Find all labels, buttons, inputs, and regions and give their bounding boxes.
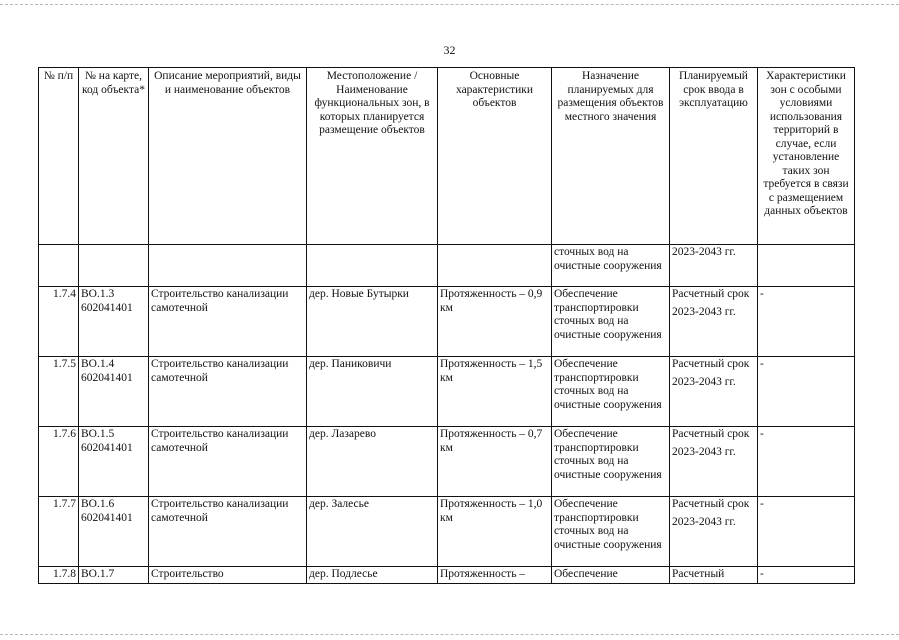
cell-num: 1.7.5 (39, 357, 79, 427)
cell-term: Расчетный срок 2023-2043 гг. (670, 357, 758, 427)
table-row (39, 287, 855, 357)
header-term: Планируемый срок ввода в эксплуатацию (670, 68, 758, 245)
header-characteristics: Основные характеристики объектов (438, 68, 552, 245)
cell-purpose: Обеспечение транспортировки сточных вод на очистные сооружения (552, 427, 670, 497)
cell-description: Строительство канализации самотечной (149, 287, 307, 357)
cell-location: дер. Паниковичи (307, 357, 438, 427)
cell-map-code: ВО.1.6 602041401 (79, 497, 149, 567)
cell-characteristics: Протяженность – (438, 567, 552, 584)
table-row (39, 567, 855, 584)
cell-zones: - (758, 497, 855, 567)
header-purpose: Назначение планируемых для размещения объектов местного значения (552, 68, 670, 245)
cell-location: дер. Залесье (307, 497, 438, 567)
cell-description: Строительство канализации самотечной (149, 497, 307, 567)
scan-edge-top (0, 4, 899, 6)
header-num: № п/п (39, 68, 79, 245)
cell-location: дер. Новые Бутырки (307, 287, 438, 357)
cell-zones: - (758, 287, 855, 357)
cell-map-code: ВО.1.5 602041401 (79, 427, 149, 497)
cell-purpose: Обеспечение (552, 567, 670, 584)
cell-num: 1.7.6 (39, 427, 79, 497)
cell-zones: - (758, 357, 855, 427)
cell-num: 1.7.4 (39, 287, 79, 357)
cell-characteristics: Протяженность – 1,5 км (438, 357, 552, 427)
cell-location: дер. Подлесье (307, 567, 438, 584)
cell-term: Расчетный срок 2023-2043 гг. (670, 497, 758, 567)
cell-term: 2023-2043 гг. (670, 245, 758, 287)
cell-purpose: сточных вод на очистные сооружения (552, 245, 670, 287)
cell-characteristics: Протяженность – 0,9 км (438, 287, 552, 357)
cell-purpose: Обеспечение транспортировки сточных вод на очистные сооружения (552, 357, 670, 427)
cell-description: Строительство канализации самотечной (149, 357, 307, 427)
cell-term: Расчетный срок 2023-2043 гг. (670, 287, 758, 357)
planned-objects-table (38, 67, 855, 584)
cell-map-code: ВО.1.3 602041401 (79, 287, 149, 357)
cell-location: дер. Лазарево (307, 427, 438, 497)
table-row (39, 427, 855, 497)
cell-map-code: ВО.1.7 (79, 567, 149, 584)
cell-num: 1.7.8 (39, 567, 79, 584)
cell-purpose: Обеспечение транспортировки сточных вод на очистные сооружения (552, 287, 670, 357)
cell-characteristics: Протяженность – 1,0 км (438, 497, 552, 567)
header-zones: Характеристики зон с особыми условиями использования территорий в случае, если установление таких зон требуется в связи с размещением данных объектов (758, 68, 855, 245)
cell-map-code: ВО.1.4 602041401 (79, 357, 149, 427)
table-row (39, 357, 855, 427)
header-description: Описание мероприятий, виды и наименование объектов (149, 68, 307, 245)
cell-num: 1.7.7 (39, 497, 79, 567)
page-number: 32 (443, 43, 456, 57)
header-map-code: № на карте, код объекта* (79, 68, 149, 245)
table-header-row (39, 68, 855, 245)
cell-zones: - (758, 567, 855, 584)
cell-description: Строительство (149, 567, 307, 584)
scan-edge-bottom (0, 634, 899, 636)
cell-characteristics: Протяженность – 0,7 км (438, 427, 552, 497)
cell-term: Расчетный (670, 567, 758, 584)
cell-purpose: Обеспечение транспортировки сточных вод на очистные сооружения (552, 497, 670, 567)
cell-zones: - (758, 427, 855, 497)
cell-term: Расчетный срок 2023-2043 гг. (670, 427, 758, 497)
table-row (39, 497, 855, 567)
cell-description: Строительство канализации самотечной (149, 427, 307, 497)
header-location: Местоположение / Наименование функциональных зон, в которых планируется размещение объектов (307, 68, 438, 245)
table-row-continuation (39, 245, 855, 287)
